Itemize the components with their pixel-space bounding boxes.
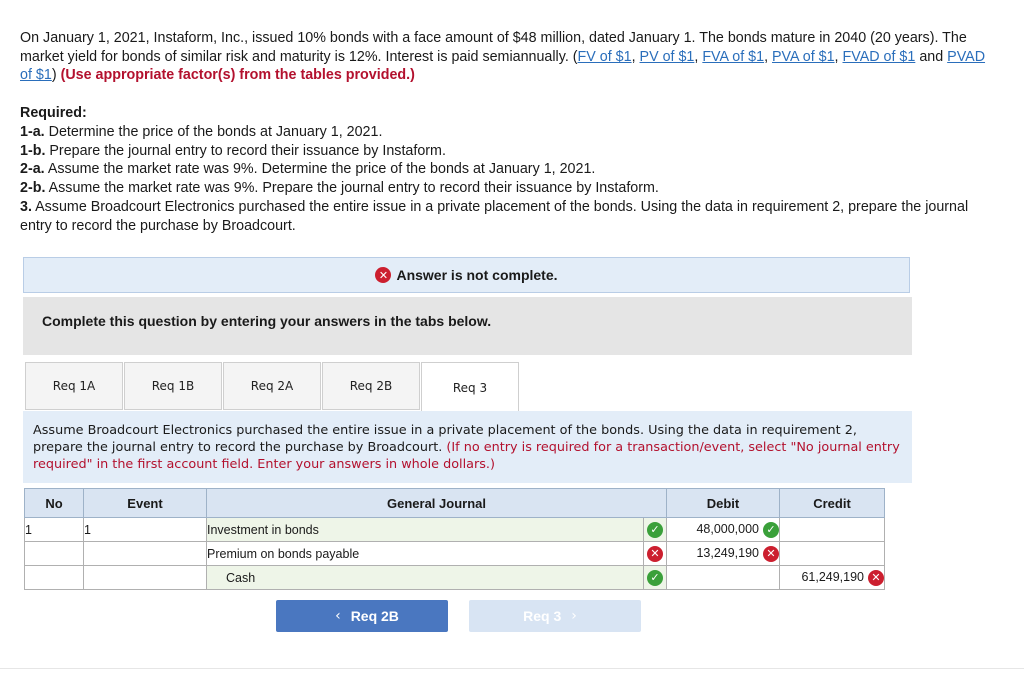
requirement-item <box>20 160 1000 179</box>
col-event: Event <box>84 489 207 518</box>
pvad-link[interactable]: PVAD of $1 <box>20 48 986 84</box>
required-heading: Required: <box>20 105 87 121</box>
requirement-text: Prepare the journal entry to record their issuance by Instaform. <box>45 142 446 159</box>
credit-field[interactable] <box>780 542 885 566</box>
col-general-journal: General Journal <box>207 489 667 518</box>
close-paren: ) <box>51 67 57 84</box>
requirements-list <box>20 104 1000 236</box>
problem-statement: On January 1, 2021, Instaform, Inc., issued 10% bonds with a face amount of $48 million, dated January 1. The bonds mature in 2040 (20 years). The market yield for bonds of similar risk and maturity is 12%. Interest is paid semiannually. (FV of $1, PV of $1, FVA of $1, PVA of $1, FVAD of $1 and PVAD of $1) (Use appropriate factor(s) from the tables provided.) <box>20 30 986 84</box>
requirement-label: 3. <box>20 198 32 215</box>
requirement-item <box>20 142 1000 161</box>
account-status-cell <box>644 518 667 542</box>
debit-field[interactable] <box>667 518 780 542</box>
prev-tab-button[interactable] <box>276 600 448 632</box>
next-tab-label: Req 3 <box>523 608 562 624</box>
divider <box>0 668 1024 669</box>
row-event <box>84 566 207 590</box>
incorrect-icon: ✕ <box>868 570 884 586</box>
incorrect-icon: ✕ <box>763 546 779 562</box>
tab-req-3[interactable]: Req 3 <box>421 362 519 412</box>
incorrect-icon: ✕ <box>647 546 663 562</box>
chevron-right-icon: › <box>571 608 577 624</box>
debit-value: 13,249,190 <box>696 546 759 560</box>
chevron-left-icon: ‹ <box>335 608 341 624</box>
row-no: 1 <box>25 518 84 542</box>
col-debit: Debit <box>667 489 780 518</box>
answer-status-text: Answer is not complete. <box>396 267 558 283</box>
journal-header-row <box>25 489 885 518</box>
debit-field[interactable] <box>667 542 780 566</box>
pv-link[interactable]: PV of $1 <box>639 48 695 65</box>
instruction-text: Complete this question by entering your answers in the tabs below. <box>42 313 492 329</box>
check-icon: ✓ <box>763 522 779 538</box>
table-row <box>25 542 885 566</box>
tab-req-1b[interactable]: Req 1B <box>124 362 222 410</box>
account-field[interactable]: Cash <box>207 566 644 590</box>
row-no <box>25 542 84 566</box>
requirement-item <box>20 179 1000 198</box>
account-field[interactable]: Premium on bonds payable <box>207 542 644 566</box>
debit-field[interactable] <box>667 566 780 590</box>
credit-value: 61,249,190 <box>801 570 864 584</box>
fv-link[interactable]: FV of $1 <box>577 48 632 65</box>
table-row <box>25 518 885 542</box>
credit-field[interactable] <box>780 518 885 542</box>
requirement-label: 2-a. <box>20 161 45 178</box>
col-no: No <box>25 489 84 518</box>
credit-field[interactable] <box>780 566 885 590</box>
check-icon: ✓ <box>647 570 663 586</box>
answer-status-banner <box>23 257 910 293</box>
fvad-link[interactable]: FVAD of $1 <box>842 48 916 65</box>
requirement-text: Determine the price of the bonds at January 1, 2021. <box>44 123 383 140</box>
panel-text: Assume Broadcourt Electronics purchased the entire issue in a private placement of the bonds. Using the data in requirement 2, prepare the journal entry to record the purchase by Broadcourt. <box>33 423 857 455</box>
check-icon: ✓ <box>647 522 663 538</box>
and-text: and <box>915 48 948 65</box>
problem-text: On January 1, 2021, Instaform, Inc., issued 10% bonds with a face amount of $48 million, dated January 1. The bonds mature in 2040 (20 years). The market yield for bonds of similar risk and maturity is 12%. Interest is paid semiannually. ( <box>20 30 967 65</box>
panel-red-text: (If no entry is required for a transaction/event, select "No journal entry required" in the first account field. Enter your answers in whole dollars.) <box>33 440 900 472</box>
emphasis-text: (Use appropriate factor(s) from the tables provided.) <box>60 67 415 84</box>
tab-req-1a[interactable]: Req 1A <box>25 362 123 410</box>
pva-link[interactable]: PVA of $1 <box>772 48 835 65</box>
instruction-box <box>23 297 912 355</box>
journal-table <box>24 488 885 590</box>
requirement-label: 1-a. <box>20 123 45 140</box>
tab-panel-instructions <box>23 411 912 483</box>
incorrect-icon: ✕ <box>375 267 391 283</box>
requirement-text: Assume Broadcourt Electronics purchased the entire issue in a private placement of the bonds. Using the data in requirement 2, prepare the journal entry to record the purchase by Broadcourt. <box>20 198 969 234</box>
col-credit: Credit <box>780 489 885 518</box>
account-field[interactable]: Investment in bonds <box>207 518 644 542</box>
tab-req-2a[interactable]: Req 2A <box>223 362 321 410</box>
account-status-cell <box>644 542 667 566</box>
requirement-text: Assume the market rate was 9%. Determine the price of the bonds at January 1, 2021. <box>44 161 596 178</box>
row-no <box>25 566 84 590</box>
tab-req-2b[interactable]: Req 2B <box>322 362 420 410</box>
prev-tab-label: Req 2B <box>350 608 399 624</box>
requirement-item <box>20 198 1000 236</box>
fva-link[interactable]: FVA of $1 <box>702 48 765 65</box>
next-tab-button[interactable] <box>469 600 641 632</box>
requirement-label: 1-b. <box>20 142 46 159</box>
debit-value: 48,000,000 <box>696 522 759 536</box>
account-status-cell <box>644 566 667 590</box>
row-event <box>84 542 207 566</box>
requirement-item <box>20 123 1000 142</box>
row-event: 1 <box>84 518 207 542</box>
requirement-label: 2-b. <box>20 180 46 197</box>
requirement-text: Assume the market rate was 9%. Prepare the journal entry to record their issuance by Instaform. <box>45 180 659 197</box>
table-row <box>25 566 885 590</box>
